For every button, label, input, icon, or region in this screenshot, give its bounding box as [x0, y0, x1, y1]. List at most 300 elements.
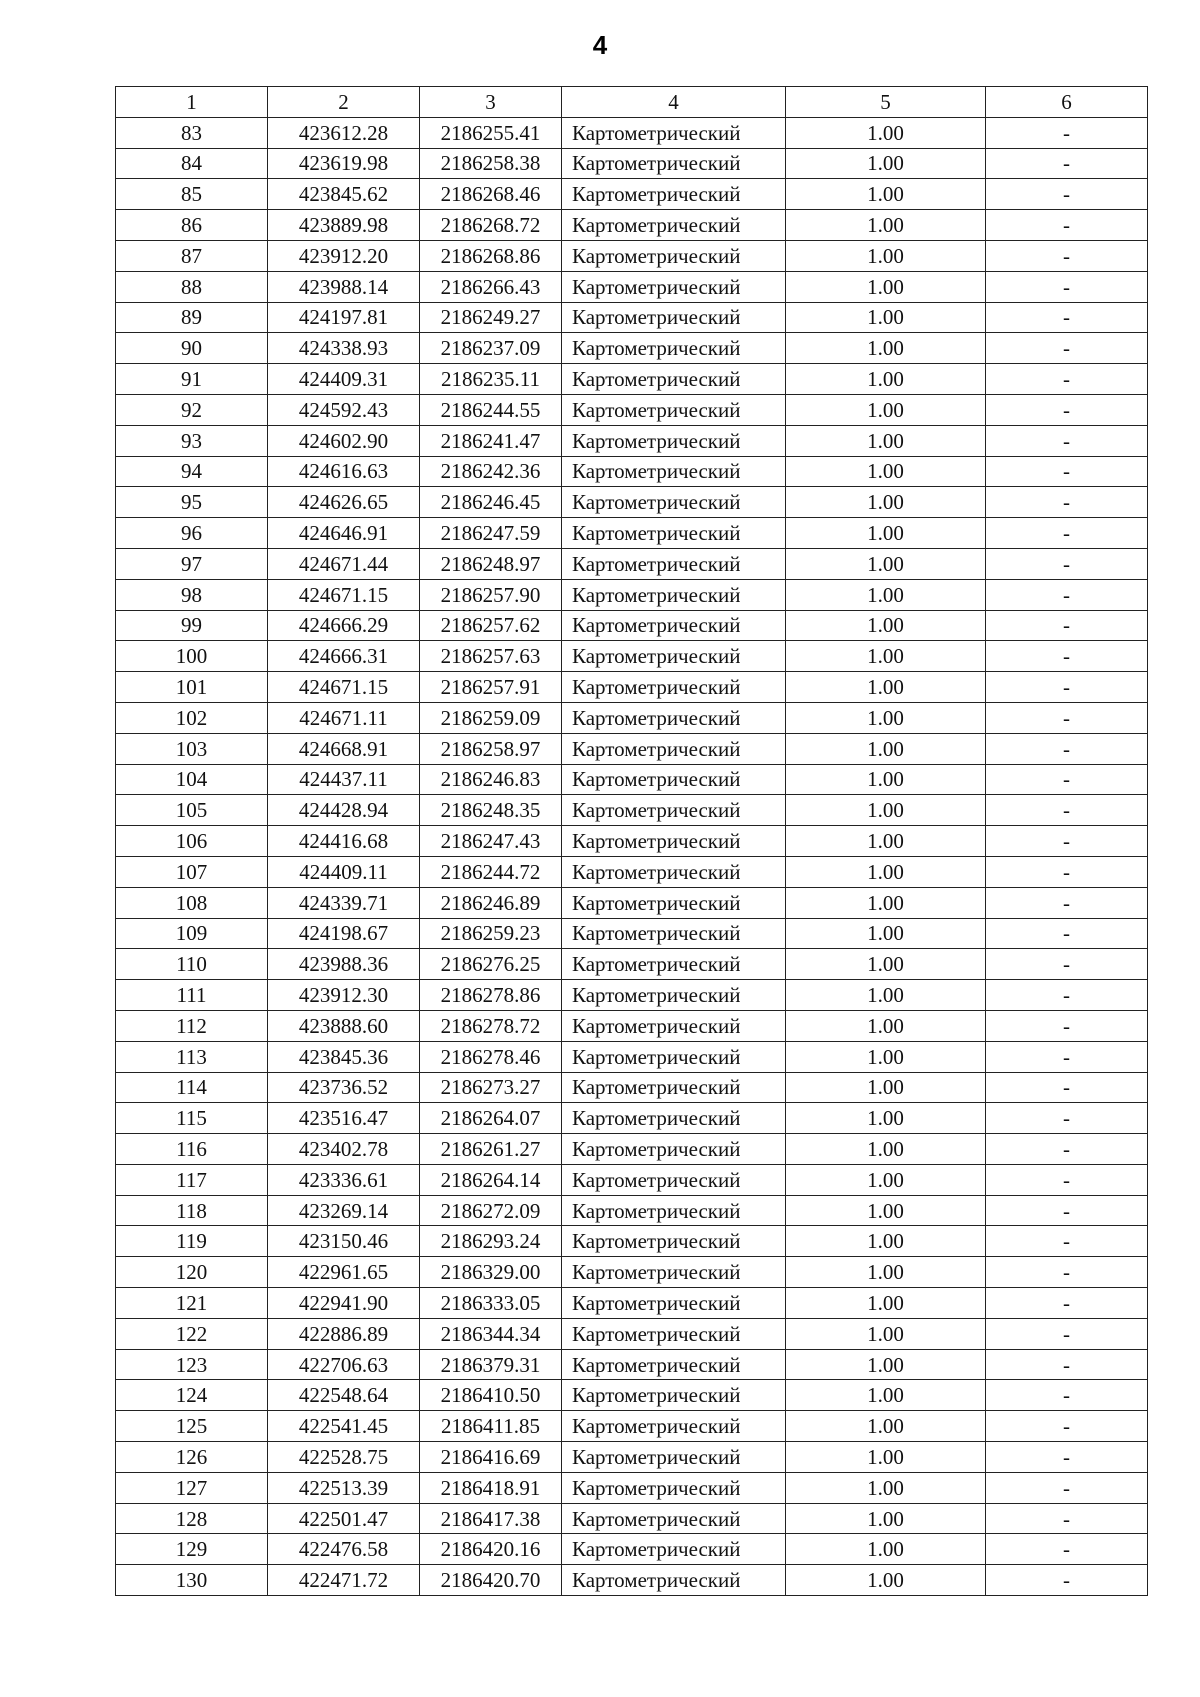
y-coordinate-cell: 2186255.41	[420, 117, 562, 148]
method-cell: Картометрический	[562, 1226, 786, 1257]
x-coordinate-cell: 424409.31	[268, 364, 420, 395]
table-row	[116, 918, 1148, 949]
method-cell: Картометрический	[562, 1103, 786, 1134]
accuracy-cell: 1.00	[786, 980, 986, 1011]
description-cell: -	[986, 1072, 1148, 1103]
y-coordinate-cell: 2186257.91	[420, 672, 562, 703]
y-coordinate-cell: 2186248.97	[420, 548, 562, 579]
point-number-cell: 101	[116, 672, 268, 703]
y-coordinate-cell: 2186247.43	[420, 826, 562, 857]
method-cell: Картометрический	[562, 1257, 786, 1288]
accuracy-cell: 1.00	[786, 1534, 986, 1565]
method-cell: Картометрический	[562, 610, 786, 641]
accuracy-cell: 1.00	[786, 764, 986, 795]
x-coordinate-cell: 424668.91	[268, 733, 420, 764]
description-cell: -	[986, 1010, 1148, 1041]
method-cell: Картометрический	[562, 271, 786, 302]
x-coordinate-cell: 423888.60	[268, 1010, 420, 1041]
coordinates-table	[115, 86, 1148, 1596]
table-row	[116, 1103, 1148, 1134]
description-cell: -	[986, 271, 1148, 302]
description-cell: -	[986, 1442, 1148, 1473]
y-coordinate-cell: 2186420.16	[420, 1534, 562, 1565]
point-number-cell: 122	[116, 1318, 268, 1349]
y-coordinate-cell: 2186242.36	[420, 456, 562, 487]
y-coordinate-cell: 2186246.89	[420, 887, 562, 918]
y-coordinate-cell: 2186278.46	[420, 1041, 562, 1072]
description-cell: -	[986, 918, 1148, 949]
y-coordinate-cell: 2186344.34	[420, 1318, 562, 1349]
y-coordinate-cell: 2186244.55	[420, 394, 562, 425]
point-number-cell: 125	[116, 1411, 268, 1442]
point-number-cell: 95	[116, 487, 268, 518]
point-number-cell: 114	[116, 1072, 268, 1103]
point-number-cell: 106	[116, 826, 268, 857]
accuracy-cell: 1.00	[786, 610, 986, 641]
accuracy-cell: 1.00	[786, 117, 986, 148]
table-row	[116, 826, 1148, 857]
table-row	[116, 548, 1148, 579]
point-number-cell: 85	[116, 179, 268, 210]
point-number-cell: 107	[116, 856, 268, 887]
y-coordinate-cell: 2186268.72	[420, 210, 562, 241]
description-cell: -	[986, 1472, 1148, 1503]
accuracy-cell: 1.00	[786, 210, 986, 241]
y-coordinate-cell: 2186410.50	[420, 1380, 562, 1411]
x-coordinate-cell: 423912.30	[268, 980, 420, 1011]
table-row	[116, 117, 1148, 148]
table-row	[116, 1380, 1148, 1411]
x-coordinate-cell: 424646.91	[268, 518, 420, 549]
accuracy-cell: 1.00	[786, 179, 986, 210]
x-coordinate-cell: 422501.47	[268, 1503, 420, 1534]
method-cell: Картометрический	[562, 733, 786, 764]
accuracy-cell: 1.00	[786, 1010, 986, 1041]
x-coordinate-cell: 423845.62	[268, 179, 420, 210]
y-coordinate-cell: 2186259.09	[420, 702, 562, 733]
method-cell: Картометрический	[562, 1349, 786, 1380]
description-cell: -	[986, 579, 1148, 610]
method-cell: Картометрический	[562, 1534, 786, 1565]
description-cell: -	[986, 856, 1148, 887]
table-row	[116, 1318, 1148, 1349]
point-number-cell: 88	[116, 271, 268, 302]
point-number-cell: 94	[116, 456, 268, 487]
y-coordinate-cell: 2186420.70	[420, 1565, 562, 1596]
table-row	[116, 1565, 1148, 1596]
table-row	[116, 1411, 1148, 1442]
method-cell: Картометрический	[562, 641, 786, 672]
column-header: 5	[786, 87, 986, 118]
description-cell: -	[986, 1411, 1148, 1442]
x-coordinate-cell: 423988.36	[268, 949, 420, 980]
table-row	[116, 1442, 1148, 1473]
x-coordinate-cell: 424666.29	[268, 610, 420, 641]
x-coordinate-cell: 424671.15	[268, 672, 420, 703]
point-number-cell: 90	[116, 333, 268, 364]
method-cell: Картометрический	[562, 1318, 786, 1349]
x-coordinate-cell: 423736.52	[268, 1072, 420, 1103]
point-number-cell: 104	[116, 764, 268, 795]
description-cell: -	[986, 1226, 1148, 1257]
method-cell: Картометрический	[562, 1380, 786, 1411]
method-cell: Картометрический	[562, 579, 786, 610]
method-cell: Картометрический	[562, 795, 786, 826]
method-cell: Картометрический	[562, 364, 786, 395]
accuracy-cell: 1.00	[786, 425, 986, 456]
x-coordinate-cell: 424666.31	[268, 641, 420, 672]
x-coordinate-cell: 423150.46	[268, 1226, 420, 1257]
method-cell: Картометрический	[562, 1010, 786, 1041]
accuracy-cell: 1.00	[786, 579, 986, 610]
table-row	[116, 856, 1148, 887]
table-row	[116, 887, 1148, 918]
point-number-cell: 98	[116, 579, 268, 610]
x-coordinate-cell: 422548.64	[268, 1380, 420, 1411]
x-coordinate-cell: 422961.65	[268, 1257, 420, 1288]
table-row	[116, 1072, 1148, 1103]
point-number-cell: 108	[116, 887, 268, 918]
accuracy-cell: 1.00	[786, 394, 986, 425]
point-number-cell: 111	[116, 980, 268, 1011]
table-row	[116, 425, 1148, 456]
x-coordinate-cell: 424671.44	[268, 548, 420, 579]
table-row	[116, 487, 1148, 518]
table-row	[116, 795, 1148, 826]
accuracy-cell: 1.00	[786, 918, 986, 949]
method-cell: Картометрический	[562, 425, 786, 456]
y-coordinate-cell: 2186235.11	[420, 364, 562, 395]
x-coordinate-cell: 424416.68	[268, 826, 420, 857]
point-number-cell: 99	[116, 610, 268, 641]
table-row	[116, 148, 1148, 179]
point-number-cell: 96	[116, 518, 268, 549]
x-coordinate-cell: 423988.14	[268, 271, 420, 302]
description-cell: -	[986, 949, 1148, 980]
description-cell: -	[986, 1380, 1148, 1411]
y-coordinate-cell: 2186418.91	[420, 1472, 562, 1503]
point-number-cell: 119	[116, 1226, 268, 1257]
description-cell: -	[986, 302, 1148, 333]
table-row	[116, 1041, 1148, 1072]
x-coordinate-cell: 422941.90	[268, 1288, 420, 1319]
y-coordinate-cell: 2186246.83	[420, 764, 562, 795]
description-cell: -	[986, 795, 1148, 826]
point-number-cell: 124	[116, 1380, 268, 1411]
x-coordinate-cell: 423402.78	[268, 1134, 420, 1165]
y-coordinate-cell: 2186278.72	[420, 1010, 562, 1041]
y-coordinate-cell: 2186244.72	[420, 856, 562, 887]
method-cell: Картометрический	[562, 1565, 786, 1596]
table-row	[116, 1134, 1148, 1165]
y-coordinate-cell: 2186268.86	[420, 240, 562, 271]
description-cell: -	[986, 641, 1148, 672]
description-cell: -	[986, 980, 1148, 1011]
point-number-cell: 129	[116, 1534, 268, 1565]
table-row	[116, 1288, 1148, 1319]
table-row	[116, 980, 1148, 1011]
table-row	[116, 641, 1148, 672]
description-cell: -	[986, 610, 1148, 641]
accuracy-cell: 1.00	[786, 1380, 986, 1411]
y-coordinate-cell: 2186259.23	[420, 918, 562, 949]
accuracy-cell: 1.00	[786, 1288, 986, 1319]
point-number-cell: 100	[116, 641, 268, 672]
accuracy-cell: 1.00	[786, 1503, 986, 1534]
table-row	[116, 733, 1148, 764]
description-cell: -	[986, 425, 1148, 456]
table-row	[116, 764, 1148, 795]
table-row	[116, 518, 1148, 549]
column-header: 2	[268, 87, 420, 118]
accuracy-cell: 1.00	[786, 240, 986, 271]
description-cell: -	[986, 487, 1148, 518]
point-number-cell: 105	[116, 795, 268, 826]
table-row	[116, 949, 1148, 980]
x-coordinate-cell: 422541.45	[268, 1411, 420, 1442]
table-row	[116, 394, 1148, 425]
description-cell: -	[986, 702, 1148, 733]
method-cell: Картометрический	[562, 302, 786, 333]
y-coordinate-cell: 2186379.31	[420, 1349, 562, 1380]
x-coordinate-cell: 423516.47	[268, 1103, 420, 1134]
point-number-cell: 97	[116, 548, 268, 579]
y-coordinate-cell: 2186246.45	[420, 487, 562, 518]
table-row	[116, 1257, 1148, 1288]
description-cell: -	[986, 1503, 1148, 1534]
y-coordinate-cell: 2186247.59	[420, 518, 562, 549]
x-coordinate-cell: 423889.98	[268, 210, 420, 241]
y-coordinate-cell: 2186417.38	[420, 1503, 562, 1534]
method-cell: Картометрический	[562, 887, 786, 918]
header-row	[116, 87, 1148, 118]
description-cell: -	[986, 1565, 1148, 1596]
y-coordinate-cell: 2186258.38	[420, 148, 562, 179]
y-coordinate-cell: 2186264.07	[420, 1103, 562, 1134]
x-coordinate-cell: 424197.81	[268, 302, 420, 333]
table-row	[116, 302, 1148, 333]
table-row	[116, 1226, 1148, 1257]
description-cell: -	[986, 1103, 1148, 1134]
point-number-cell: 128	[116, 1503, 268, 1534]
method-cell: Картометрический	[562, 117, 786, 148]
description-cell: -	[986, 1257, 1148, 1288]
description-cell: -	[986, 1041, 1148, 1072]
point-number-cell: 115	[116, 1103, 268, 1134]
description-cell: -	[986, 333, 1148, 364]
description-cell: -	[986, 518, 1148, 549]
x-coordinate-cell: 423912.20	[268, 240, 420, 271]
y-coordinate-cell: 2186268.46	[420, 179, 562, 210]
point-number-cell: 93	[116, 425, 268, 456]
page-number: 4	[592, 30, 608, 60]
point-number-cell: 91	[116, 364, 268, 395]
accuracy-cell: 1.00	[786, 1164, 986, 1195]
accuracy-cell: 1.00	[786, 1318, 986, 1349]
table-row	[116, 179, 1148, 210]
description-cell: -	[986, 1164, 1148, 1195]
table-row	[116, 1010, 1148, 1041]
method-cell: Картометрический	[562, 918, 786, 949]
x-coordinate-cell: 423612.28	[268, 117, 420, 148]
method-cell: Картометрический	[562, 1288, 786, 1319]
point-number-cell: 127	[116, 1472, 268, 1503]
method-cell: Картометрический	[562, 1195, 786, 1226]
point-number-cell: 103	[116, 733, 268, 764]
x-coordinate-cell: 424339.71	[268, 887, 420, 918]
description-cell: -	[986, 887, 1148, 918]
method-cell: Картометрический	[562, 333, 786, 364]
accuracy-cell: 1.00	[786, 1442, 986, 1473]
accuracy-cell: 1.00	[786, 1565, 986, 1596]
table-row	[116, 1349, 1148, 1380]
accuracy-cell: 1.00	[786, 1472, 986, 1503]
x-coordinate-cell: 422528.75	[268, 1442, 420, 1473]
x-coordinate-cell: 422886.89	[268, 1318, 420, 1349]
point-number-cell: 123	[116, 1349, 268, 1380]
description-cell: -	[986, 1195, 1148, 1226]
description-cell: -	[986, 117, 1148, 148]
accuracy-cell: 1.00	[786, 672, 986, 703]
y-coordinate-cell: 2186333.05	[420, 1288, 562, 1319]
table-row	[116, 1472, 1148, 1503]
method-cell: Картометрический	[562, 856, 786, 887]
table-row	[116, 1503, 1148, 1534]
x-coordinate-cell: 423336.61	[268, 1164, 420, 1195]
column-header: 6	[986, 87, 1148, 118]
column-header: 4	[562, 87, 786, 118]
x-coordinate-cell: 424616.63	[268, 456, 420, 487]
table-row	[116, 333, 1148, 364]
y-coordinate-cell: 2186329.00	[420, 1257, 562, 1288]
accuracy-cell: 1.00	[786, 1103, 986, 1134]
description-cell: -	[986, 1288, 1148, 1319]
y-coordinate-cell: 2186261.27	[420, 1134, 562, 1165]
method-cell: Картометрический	[562, 1041, 786, 1072]
accuracy-cell: 1.00	[786, 733, 986, 764]
y-coordinate-cell: 2186249.27	[420, 302, 562, 333]
table-row	[116, 210, 1148, 241]
table-row	[116, 1534, 1148, 1565]
y-coordinate-cell: 2186411.85	[420, 1411, 562, 1442]
x-coordinate-cell: 424428.94	[268, 795, 420, 826]
description-cell: -	[986, 1134, 1148, 1165]
column-header: 3	[420, 87, 562, 118]
accuracy-cell: 1.00	[786, 856, 986, 887]
method-cell: Картометрический	[562, 1134, 786, 1165]
point-number-cell: 121	[116, 1288, 268, 1319]
table-row	[116, 271, 1148, 302]
method-cell: Картометрический	[562, 764, 786, 795]
accuracy-cell: 1.00	[786, 1072, 986, 1103]
accuracy-cell: 1.00	[786, 949, 986, 980]
table-row	[116, 672, 1148, 703]
accuracy-cell: 1.00	[786, 1134, 986, 1165]
table-row	[116, 1164, 1148, 1195]
y-coordinate-cell: 2186264.14	[420, 1164, 562, 1195]
method-cell: Картометрический	[562, 1072, 786, 1103]
point-number-cell: 92	[116, 394, 268, 425]
x-coordinate-cell: 424338.93	[268, 333, 420, 364]
x-coordinate-cell: 424437.11	[268, 764, 420, 795]
x-coordinate-cell: 422471.72	[268, 1565, 420, 1596]
y-coordinate-cell: 2186248.35	[420, 795, 562, 826]
method-cell: Картометрический	[562, 1472, 786, 1503]
accuracy-cell: 1.00	[786, 1195, 986, 1226]
y-coordinate-cell: 2186273.27	[420, 1072, 562, 1103]
description-cell: -	[986, 364, 1148, 395]
method-cell: Картометрический	[562, 240, 786, 271]
table-row	[116, 610, 1148, 641]
description-cell: -	[986, 148, 1148, 179]
description-cell: -	[986, 1534, 1148, 1565]
accuracy-cell: 1.00	[786, 826, 986, 857]
method-cell: Картометрический	[562, 148, 786, 179]
y-coordinate-cell: 2186257.90	[420, 579, 562, 610]
table-row	[116, 702, 1148, 733]
accuracy-cell: 1.00	[786, 1349, 986, 1380]
method-cell: Картометрический	[562, 394, 786, 425]
x-coordinate-cell: 423269.14	[268, 1195, 420, 1226]
accuracy-cell: 1.00	[786, 641, 986, 672]
method-cell: Картометрический	[562, 1164, 786, 1195]
accuracy-cell: 1.00	[786, 456, 986, 487]
accuracy-cell: 1.00	[786, 1411, 986, 1442]
accuracy-cell: 1.00	[786, 702, 986, 733]
table-row	[116, 364, 1148, 395]
description-cell: -	[986, 240, 1148, 271]
y-coordinate-cell: 2186257.63	[420, 641, 562, 672]
method-cell: Картометрический	[562, 518, 786, 549]
point-number-cell: 86	[116, 210, 268, 241]
point-number-cell: 112	[116, 1010, 268, 1041]
y-coordinate-cell: 2186293.24	[420, 1226, 562, 1257]
point-number-cell: 109	[116, 918, 268, 949]
method-cell: Картометрический	[562, 826, 786, 857]
description-cell: -	[986, 210, 1148, 241]
point-number-cell: 116	[116, 1134, 268, 1165]
y-coordinate-cell: 2186257.62	[420, 610, 562, 641]
method-cell: Картометрический	[562, 1442, 786, 1473]
y-coordinate-cell: 2186237.09	[420, 333, 562, 364]
point-number-cell: 84	[116, 148, 268, 179]
accuracy-cell: 1.00	[786, 548, 986, 579]
point-number-cell: 89	[116, 302, 268, 333]
description-cell: -	[986, 733, 1148, 764]
method-cell: Картометрический	[562, 672, 786, 703]
point-number-cell: 83	[116, 117, 268, 148]
description-cell: -	[986, 826, 1148, 857]
method-cell: Картометрический	[562, 210, 786, 241]
y-coordinate-cell: 2186272.09	[420, 1195, 562, 1226]
method-cell: Картометрический	[562, 702, 786, 733]
x-coordinate-cell: 424592.43	[268, 394, 420, 425]
method-cell: Картометрический	[562, 1503, 786, 1534]
y-coordinate-cell: 2186241.47	[420, 425, 562, 456]
description-cell: -	[986, 394, 1148, 425]
x-coordinate-cell: 424626.65	[268, 487, 420, 518]
accuracy-cell: 1.00	[786, 1257, 986, 1288]
method-cell: Картометрический	[562, 179, 786, 210]
accuracy-cell: 1.00	[786, 333, 986, 364]
table-row	[116, 240, 1148, 271]
table-row	[116, 456, 1148, 487]
table-row	[116, 1195, 1148, 1226]
accuracy-cell: 1.00	[786, 795, 986, 826]
method-cell: Картометрический	[562, 1411, 786, 1442]
description-cell: -	[986, 764, 1148, 795]
x-coordinate-cell: 423845.36	[268, 1041, 420, 1072]
